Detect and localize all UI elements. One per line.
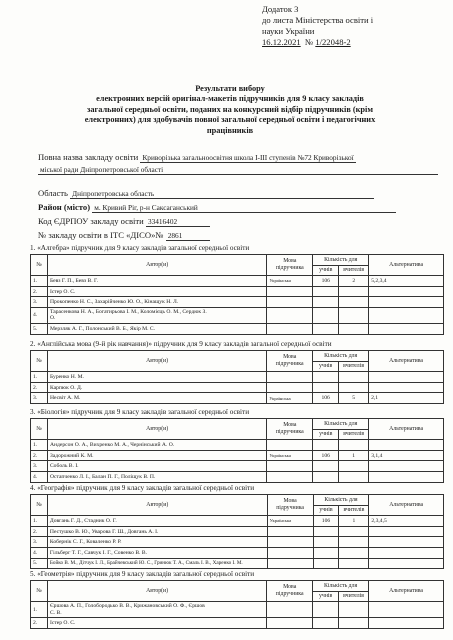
header-teachers: вчителів	[339, 361, 369, 372]
header-num: №	[31, 495, 48, 516]
section-title-1: 1. «Алгебра» підручник для 9 класу закладів загальної середньої освіти	[30, 244, 250, 252]
table-geometry	[30, 580, 444, 629]
annex-block	[262, 4, 373, 48]
annex-line1: Додаток 3	[262, 4, 299, 14]
table-row: 5. Мерзляк А. Г., Полонський В. Б., Якір М. С.	[31, 323, 444, 334]
header-lang: Мова підручника	[267, 495, 313, 516]
header-lang: Мова підручника	[267, 581, 313, 602]
table-row: 2. Істер О. С.	[31, 618, 444, 629]
document-title	[30, 84, 430, 136]
table-algebra	[30, 254, 444, 335]
header-num: №	[31, 419, 48, 440]
table-row: 1. Бевз Г. П., Бевз В. Г. Українська 106 2 5,2,3,4	[31, 276, 444, 287]
table-biology	[30, 418, 444, 483]
header-alt: Альтернатива	[369, 255, 444, 276]
table-row: 3. Несвіт А. М. Українська 106 5 2,1	[31, 393, 444, 404]
table-row: 5. Бойко В. М., Дітчук І. Л., Брайчевський Ю. С., Гринюк Т. А., Смаль І. В., Харенко І. М.	[31, 558, 444, 569]
edrpou-field	[38, 216, 210, 227]
edrpou-label: Код ЄДРПОУ закладу освіти	[38, 216, 144, 226]
annex-line2: до листа Міністерства освіти і	[262, 15, 374, 25]
table-row: 1. Буренко Н. М.	[31, 372, 444, 383]
region-label: Область	[38, 188, 68, 198]
header-qty: Кількість для	[313, 419, 369, 430]
header-qty: Кількість для	[313, 581, 369, 592]
table-row: 4. Гільберг Т. Г., Савчук І. Г., Совенко В. В.	[31, 547, 444, 558]
header-alt: Альтернатива	[369, 419, 444, 440]
header-qty: Кількість для	[313, 351, 369, 362]
header-teachers: вчителів	[339, 591, 369, 602]
header-teachers: вчителів	[339, 429, 369, 440]
title-line2: електронних версій оригінал-макетів підручників для 9 класу закладів	[96, 94, 364, 104]
header-author: Автор(и)	[47, 419, 266, 440]
table-row: 3. Кобернік С. Г., Коваленко Р. Р.	[31, 537, 444, 548]
header-qty: Кількість для	[313, 495, 369, 506]
section-title-3: 3. «Біологія» підручник для 9 класу закладів загальної середньої освіти	[30, 408, 250, 416]
itc-label: № закладу освіти в ІТС «ДІСО»№	[38, 230, 164, 240]
annex-date: 16.12.2021	[262, 37, 301, 47]
header-num: №	[31, 351, 48, 372]
school-field	[38, 152, 356, 162]
itc-field	[38, 230, 210, 241]
table-geography	[30, 494, 444, 569]
header-students: учнів	[313, 429, 339, 440]
header-author: Автор(и)	[47, 495, 267, 516]
header-alt: Альтернатива	[369, 581, 444, 602]
header-author: Автор(и)	[47, 581, 266, 602]
header-alt: Альтернатива	[369, 495, 444, 516]
annex-line3: науки України	[262, 26, 315, 36]
header-students: учнів	[313, 505, 339, 516]
school-value: Криворізька загальноосвітня школа І-ІІІ ступенів №72 Криворізької	[142, 153, 354, 162]
table-row: 1. Єршова А. П., Голобородько В. В., Крижановський О. Ф., Єршов С. В.	[31, 602, 444, 618]
header-num: №	[31, 581, 48, 602]
edrpou-value: 33416402	[146, 217, 210, 227]
table-row: 1. Довгань Г. Д., Стадник О. Г. Українська 106 1 2,3,4,5	[31, 516, 444, 527]
header-author: Автор(и)	[47, 255, 266, 276]
school-value2: міської ради Дніпропетровської області	[38, 165, 438, 175]
table-row: 2. Пестушко В. Ю., Уварова Г. Ш., Довгань А. І.	[31, 526, 444, 537]
header-author: Автор(и)	[47, 351, 266, 372]
section-title-4: 4. «Географія» підручник для 9 класу закладів загальної середньої освіти	[30, 484, 255, 492]
header-lang: Мова підручника	[267, 255, 313, 276]
region-field	[38, 188, 374, 199]
header-num: №	[31, 255, 48, 276]
table-row: 3. Прокопенко Н. С., Захарійченко Ю. О., Кінащук Н. Л.	[31, 297, 444, 308]
header-students: учнів	[313, 591, 339, 602]
header-students: учнів	[313, 265, 339, 276]
section-title-5: 5. «Геометрія» підручник для 9 класу закладів загальної середньої освіти	[30, 570, 255, 578]
header-teachers: вчителів	[339, 505, 369, 516]
annex-number-label: №	[304, 37, 314, 47]
district-field	[38, 202, 396, 213]
title-line1: Результати вибору	[195, 84, 265, 93]
annex-number: 1/22048-2	[315, 37, 351, 47]
table-row: 1. Андерсон О. А., Вихренко М. А., Чернінський А. О.	[31, 440, 444, 451]
region-value: Дніпропетровська область	[70, 189, 374, 199]
table-row: 2. Задорожний К. М. Українська 106 1 3,1,4	[31, 450, 444, 461]
table-row: 2. Істер О. С.	[31, 286, 444, 297]
table-english	[30, 350, 444, 404]
school-field-cont	[38, 164, 438, 175]
header-alt: Альтернатива	[369, 351, 444, 372]
table-row: 2. Карпюк О. Д.	[31, 382, 444, 393]
title-line5: працівників	[206, 125, 254, 135]
table-row: 4. Остапченко Л. І., Балан П. Г., Поліщук В. П.	[31, 471, 444, 482]
title-line3: загальної середньої освіти, поданих на конкурсний відбір підручників (крім	[87, 104, 373, 114]
school-label: Повна назва закладу освіти	[38, 152, 139, 162]
table-row: 3. Соболь В. І.	[31, 461, 444, 472]
district-label: Район (місто)	[38, 202, 91, 212]
title-line4: електронних) для здобувачів повної загальної середньої освіти і педагогічних	[84, 115, 376, 125]
district-value: м. Кривий Ріг, р-н Саксаганський	[92, 203, 396, 213]
section-title-2: 2. «Англійська мова (9-й рік навчання)» підручник для 9 класу закладів загальної середньої освіти	[30, 340, 332, 348]
table-row: 4. Тарасенкова Н. А., Богатирьова І. М., Коломієць О. М., Сердюк З. О.	[31, 307, 444, 323]
header-teachers: вчителів	[339, 265, 369, 276]
header-lang: Мова підручника	[267, 351, 313, 372]
itc-value: 2861	[166, 231, 210, 241]
annex-ref	[262, 37, 373, 48]
header-students: учнів	[313, 361, 339, 372]
header-qty: Кількість для	[313, 255, 369, 266]
header-lang: Мова підручника	[267, 419, 313, 440]
